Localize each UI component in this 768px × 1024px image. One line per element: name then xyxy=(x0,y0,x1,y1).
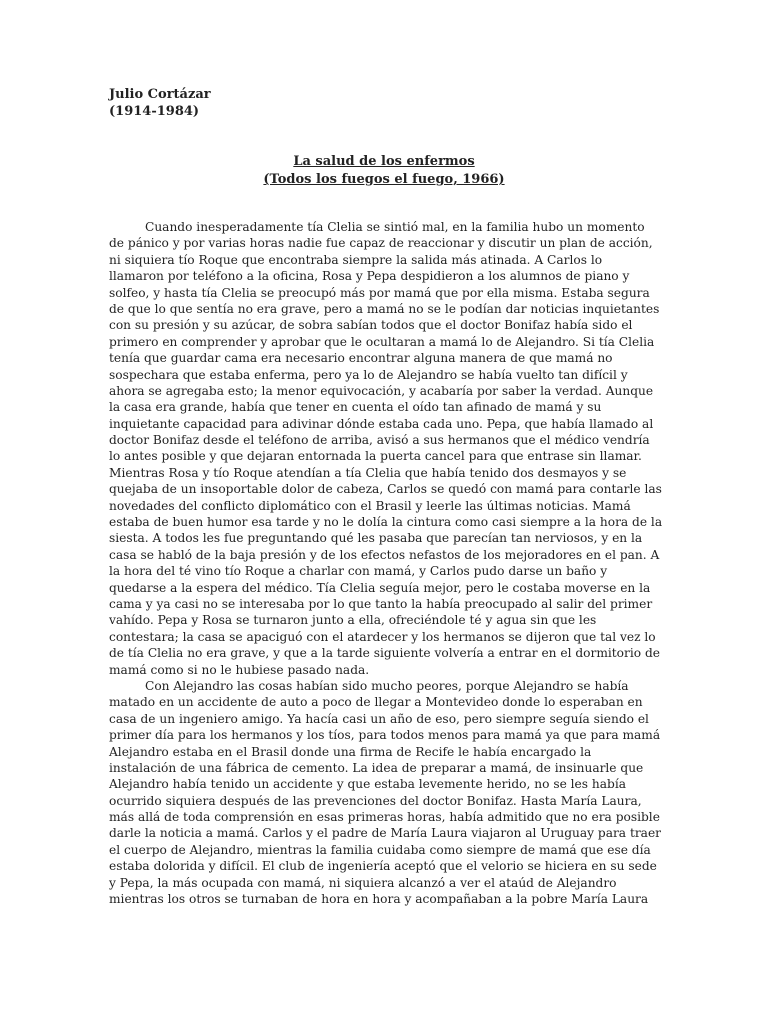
body-line: ni siquiera tío Roque que encontraba siempre la salida más atinada. A Carlos lo xyxy=(109,252,603,267)
body-line: la hora del té vino tío Roque a charlar con mamá, y Carlos pudo darse un baño y xyxy=(109,564,608,579)
body-line: instalación de una fábrica de cemento. La idea de preparar a mamá, de insinuarle que xyxy=(109,760,644,775)
body-line: tenía que guardar cama era necesario encontrar alguna manera de que mamá no xyxy=(109,351,613,366)
body-line: con su presión y su azúcar, de sobra sabían todos que el doctor Bonifaz había sido el xyxy=(109,318,633,333)
body-line: matado en un accidente de auto a poco de llegar a Montevideo donde lo esperaban en xyxy=(109,695,643,710)
body-line: Alejandro había tenido un accidente y que estaba levemente herido, no se les había xyxy=(109,777,626,792)
body-line: cama y ya casi no se interesaba por lo que tanto la había preocupado al salir del primer xyxy=(109,596,653,611)
author-block xyxy=(109,86,211,120)
body-line: y Pepa, la más ocupada con mamá, ni siquiera alcanzó a ver el ataúd de Alejandro xyxy=(109,875,617,890)
body-line: estaba de buen humor esa tarde y no le dolía la cintura como casi siempre a la hora de la xyxy=(109,515,663,530)
body-line: novedades del conflicto diplomático con el Brasil y leerle las últimas noticias. Mamá xyxy=(109,498,631,513)
body-line: Con Alejandro las cosas habían sido mucho peores, porque Alejandro se había xyxy=(145,678,629,693)
body-line: primero en comprender y aprobar que le ocultaran a mamá lo de Alejandro. Si tía Clelia xyxy=(109,334,655,349)
body-line: doctor Bonifaz desde el teléfono de arriba, avisó a sus hermanos que el médico vendría xyxy=(109,433,650,448)
body-line: más allá de toda comprensión en esas primeras horas, había admitido que no era posible xyxy=(109,810,660,825)
body-line: vahído. Pepa y Rosa se turnaron junto a ella, ofreciéndole té y agua sin que les xyxy=(109,613,597,628)
body-line: de pánico y por varias horas nadie fue capaz de reaccionar y discutir un plan de acción, xyxy=(109,236,653,251)
body-line: ocurrido siquiera después de las prevenciones del doctor Bonifaz. Hasta María Laura, xyxy=(109,793,642,808)
body-line: primer día para los hermanos y los tíos, para todos menos para mamá ya que para mamá xyxy=(109,728,661,743)
body-line: Alejandro estaba en el Brasil donde una firma de Recife le había encargado la xyxy=(109,744,592,759)
body-line: Cuando inesperadamente tía Clelia se sintió mal, en la familia hubo un momento xyxy=(145,220,645,234)
body-line: de que lo que sentía no era grave, pero a mamá no se le podían dar noticias inquietantes xyxy=(109,301,660,316)
body-line: el cuerpo de Alejandro, mientras la familia cuidaba como siempre de mamá que ese día xyxy=(109,842,651,857)
body-line: sospechara que estaba enferma, pero ya lo de Alejandro se había vuelto tan difícil y xyxy=(109,367,628,382)
body-line: mamá como si no le hubiese pasado nada. xyxy=(109,662,370,677)
body-line: casa se habló de la baja presión y de los efectos nefastos de los mejoradores en el pan. A xyxy=(109,547,660,562)
body-line: casa de un ingeniero amigo. Ya hacía casi un año de eso, pero siempre seguía siendo el xyxy=(109,711,649,726)
body-line: la casa era grande, había que tener en cuenta el oído tan afinado de mamá y su xyxy=(109,400,602,415)
body-line: darle la noticia a mamá. Carlos y el padre de María Laura viajaron al Uruguay para traer xyxy=(109,826,661,841)
body-line: mientras los otros se turnaban de hora en hora y acompañaban a la pobre María Laura xyxy=(109,892,649,907)
body-line: Mientras Rosa y tío Roque atendían a tía Clelia que había tenido dos desmayos y se xyxy=(109,465,627,480)
body-line: ahora se agregaba esto; la menor equivocación, y acabaría por saber la verdad. Aunque xyxy=(109,383,654,398)
body-line: de tía Clelia no era grave, y que a la tarde siguiente volvería a entrar en el dormitorio de xyxy=(109,646,660,661)
story-title: La salud de los enfermos xyxy=(293,154,475,169)
title-block xyxy=(0,153,768,189)
story-source: (Todos los fuegos el fuego, 1966) xyxy=(263,172,505,187)
author-years: (1914-1984) xyxy=(109,104,200,119)
author-name: Julio Cortázar xyxy=(109,87,211,102)
body-line: llamaron por teléfono a la oficina, Rosa y Pepa despidieron a los alumnos de piano y xyxy=(109,269,630,284)
body-line: solfeo, y hasta tía Clelia se preocupó más por mamá que por ella misma. Estaba segura xyxy=(109,285,650,300)
story-body xyxy=(109,219,663,907)
body-line: siesta. A todos les fue preguntando qué les pasaba que parecían tan nerviosos, y en la xyxy=(109,531,643,546)
body-line: quejaba de un insoportable dolor de cabeza, Carlos se quedó con mamá para contarle las xyxy=(109,482,662,497)
body-line: lo antes posible y que dejaran entornada la puerta cancel para que entrase sin llamar. xyxy=(109,449,642,464)
body-line: inquietante capacidad para adivinar dónde estaba cada uno. Pepa, que había llamado al xyxy=(109,416,654,431)
body-line: contestara; la casa se apaciguó con el atardecer y los hermanos se dijeron que tal vez lo xyxy=(109,629,656,644)
body-line: quedarse a la espera del médico. Tía Clelia seguía mejor, pero le costaba moverse en la xyxy=(109,580,651,595)
body-line: estaba dolorida y difícil. El club de ingeniería aceptó que el velorio se hiciera en su sede xyxy=(109,859,657,874)
